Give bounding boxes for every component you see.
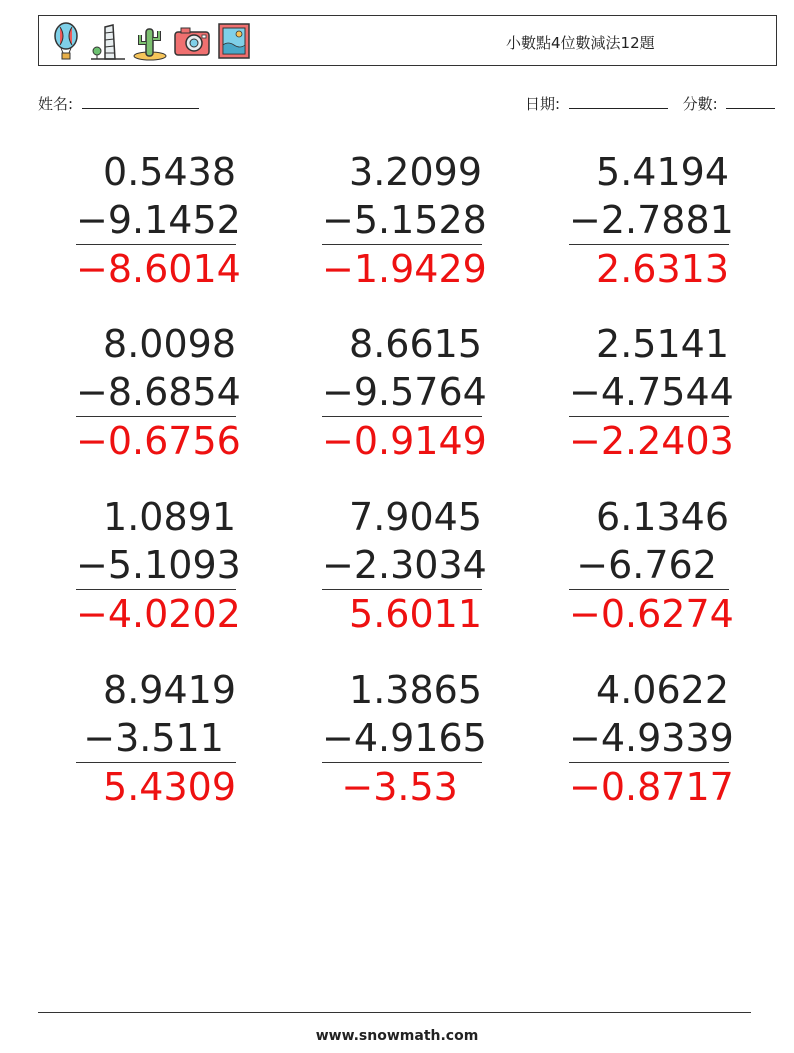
minuend: 1.3865	[349, 668, 482, 712]
minuend: 8.0098	[103, 322, 236, 366]
problem-7	[76, 493, 241, 638]
problem-11	[322, 666, 487, 811]
header-box	[38, 15, 777, 66]
problem-10	[76, 666, 236, 811]
leaning-tower-icon	[89, 21, 127, 61]
problem-8	[322, 493, 487, 638]
answer: −0.6756	[76, 419, 241, 463]
icon-strip	[47, 21, 253, 61]
minuend: 2.5141	[596, 322, 729, 366]
date-label: 日期:	[525, 95, 561, 113]
picture-frame-icon	[215, 21, 253, 61]
minuend: 5.4194	[596, 150, 729, 194]
subtrahend: −5.1093	[76, 541, 236, 590]
subtrahend: −9.1452	[76, 196, 236, 245]
name-label: 姓名:	[38, 95, 74, 113]
cactus-icon	[131, 21, 169, 61]
problem-4	[76, 320, 241, 465]
answer: −0.8717	[569, 765, 734, 809]
answer: −0.6274	[569, 592, 734, 636]
subtrahend: −5.1528	[322, 196, 482, 245]
answer: −0.9149	[322, 419, 487, 463]
subtrahend: −4.9339	[569, 714, 729, 763]
footer-divider	[38, 1012, 751, 1013]
minuend: 4.0622	[596, 668, 729, 712]
hot-air-balloon-icon	[47, 21, 85, 61]
problem-5	[322, 320, 487, 465]
minuend: 8.9419	[103, 668, 236, 712]
subtrahend: −4.7544	[569, 368, 729, 417]
answer: −3.53	[341, 765, 482, 809]
date-blank[interactable]	[569, 94, 668, 109]
subtrahend: −2.3034	[322, 541, 482, 590]
problem-9	[569, 493, 734, 638]
answer: −8.6014	[76, 247, 241, 291]
minuend: 8.6615	[349, 322, 482, 366]
minuend: 0.5438	[103, 150, 236, 194]
subtrahend: −3.511	[76, 714, 236, 763]
worksheet-title: 小數點4位數減法12題	[506, 34, 655, 52]
problem-6	[569, 320, 734, 465]
subtrahend: −4.9165	[322, 714, 482, 763]
minuend: 1.0891	[103, 495, 236, 539]
camera-icon	[173, 21, 211, 61]
problem-1	[76, 148, 241, 293]
subtrahend: −9.5764	[322, 368, 482, 417]
name-field	[38, 93, 199, 114]
score-label: 分數:	[682, 95, 718, 113]
footer-site: www.snowmath.com	[315, 1028, 479, 1044]
subtrahend: −2.7881	[569, 196, 729, 245]
minuend: 6.1346	[596, 495, 729, 539]
answer: 5.6011	[349, 592, 482, 636]
problem-12	[569, 666, 734, 811]
problem-3	[569, 148, 734, 293]
answer: −1.9429	[322, 247, 487, 291]
subtrahend: −8.6854	[76, 368, 236, 417]
minuend: 3.2099	[349, 150, 482, 194]
score-blank[interactable]	[726, 94, 775, 109]
answer: −4.0202	[76, 592, 241, 636]
subtrahend: −6.762	[569, 541, 729, 590]
date-score-fields	[525, 93, 775, 114]
name-blank[interactable]	[82, 94, 199, 109]
problem-2	[322, 148, 487, 293]
answer: 5.4309	[103, 765, 236, 809]
answer: −2.2403	[569, 419, 734, 463]
minuend: 7.9045	[349, 495, 482, 539]
answer: 2.6313	[596, 247, 729, 291]
